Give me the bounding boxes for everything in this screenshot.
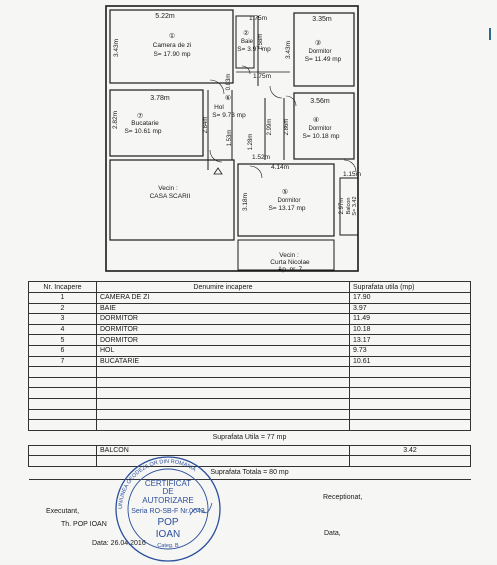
dim-hol-c: 1.53m	[227, 129, 233, 147]
dim-room-5-side: 3.18m	[242, 192, 249, 212]
room-3-name: Dormitor	[308, 49, 332, 55]
row-nr: 3	[29, 314, 97, 325]
row-nr: 7	[29, 356, 97, 367]
vecin2-value: Curta Nicolae	[270, 259, 310, 266]
receptionat-date: Data,	[324, 530, 341, 537]
room-5-area: S= 13.17 mp	[268, 205, 306, 212]
stamp-ring-text: UNIUNEA GEODEZILOR DIN ROMANIA	[117, 458, 197, 510]
executant-date: Data: 26.04.2016	[92, 540, 146, 547]
row-name: DORMITOR	[97, 335, 350, 346]
table-row	[29, 314, 471, 325]
dim-room-3-side: 3.43m	[285, 40, 292, 60]
row-name: DORMITOR	[97, 324, 350, 335]
room-7-number: ⑦	[136, 113, 144, 120]
room-3-number: ③	[314, 40, 322, 47]
balcon-row-name: BALCON	[97, 445, 350, 456]
dim-room-7-side2: 2.84m	[203, 116, 209, 134]
stamp-line6: IOAN	[155, 529, 181, 540]
room-7-name: Bucatarie	[131, 120, 159, 127]
stamp-line3: AUTORIZARE	[142, 496, 194, 505]
vecin2-label: Vecin :	[279, 252, 299, 259]
row-area: 9.73	[350, 345, 471, 356]
header-suprafata: Suprafata utila (mp)	[350, 282, 471, 293]
receptionat-label: Receptionat,	[323, 494, 363, 501]
total-utila-row	[29, 430, 471, 445]
stamp-line1: CERTIFICAT	[144, 479, 192, 488]
room-6-area: S= 9.73 mp	[212, 112, 246, 119]
room-3-area: S= 11.49 mp	[304, 56, 342, 63]
table-header-row	[29, 282, 471, 293]
dim-room-4-top: 3.56m	[310, 98, 330, 105]
room-1-number: ①	[168, 33, 176, 40]
row-nr: 6	[29, 345, 97, 356]
dim-room-2-top: 1.75m	[248, 15, 268, 22]
room-2-number: ②	[243, 30, 249, 37]
empty-row	[29, 398, 471, 409]
vecin1-value: CASA SCARII	[149, 193, 191, 200]
vecin2-extra: Ap. nr. 7	[277, 266, 303, 273]
row-name: BAIE	[97, 303, 350, 314]
table-row	[29, 345, 471, 356]
room-4-area: S= 10.18 mp	[302, 133, 340, 140]
table-row	[29, 324, 471, 335]
stamp-line4: Seria RO-SB-F Nr.0043	[131, 508, 205, 515]
room-2-area: S= 3.97 mp	[237, 46, 271, 53]
room-5-number: ⑤	[281, 189, 289, 196]
row-name: BUCATARIE	[97, 356, 350, 367]
table-row	[29, 303, 471, 314]
room-6-name: Hol	[214, 104, 224, 111]
row-name: CAMERA DE ZI	[97, 293, 350, 304]
room-1-area: S= 17.90 mp	[153, 51, 191, 58]
row-nr: 5	[29, 335, 97, 346]
balcon-row-area: 3.42	[350, 445, 471, 456]
room-5-name: Dormitor	[277, 198, 301, 204]
dim-room-2-side: 1.58m	[258, 33, 264, 51]
dim-hol-b: 0.83m	[226, 73, 232, 91]
balcon-area: S= 3.42	[352, 196, 358, 216]
empty-row	[29, 377, 471, 388]
row-name: HOL	[97, 345, 350, 356]
row-nr: 1	[29, 293, 97, 304]
floor-plan	[0, 0, 497, 280]
empty-row	[29, 456, 471, 467]
total: Suprafata Totala = 80 mp	[29, 466, 471, 479]
dim-room-7-side: 2.82m	[112, 110, 119, 130]
row-nr: 4	[29, 324, 97, 335]
row-area: 3.97	[350, 303, 471, 314]
table-row	[29, 293, 471, 304]
total-row	[29, 466, 471, 479]
room-2-name: Baie	[240, 39, 254, 45]
dim-balcon-side: 2.97m	[339, 197, 345, 215]
row-nr: 2	[29, 303, 97, 314]
row-area: 10.61	[350, 356, 471, 367]
room-7-area: S= 10.61 mp	[124, 128, 162, 135]
executant-label: Executant,	[46, 508, 80, 515]
dim-room-4-side2: 2.99m	[267, 118, 273, 136]
table-row	[29, 356, 471, 367]
room-4-number: ④	[312, 117, 320, 124]
dim-room-5-top: 4.14m	[270, 164, 290, 171]
balcon-name: Balcon	[346, 197, 352, 215]
table-row	[29, 335, 471, 346]
dim-balcon-top: 1.15m	[342, 171, 362, 178]
dim-hol-e: 1.52m	[251, 154, 271, 161]
row-area: 11.49	[350, 314, 471, 325]
room-4-name: Dormitor	[308, 126, 332, 132]
dim-room-1-top: 5.22m	[155, 13, 175, 20]
row-area: 10.18	[350, 324, 471, 335]
stamp-line2: DE	[162, 487, 174, 496]
stamp-line5: POP	[157, 517, 179, 528]
empty-row	[29, 367, 471, 378]
certification-stamp	[112, 453, 224, 565]
stamp-line7: Categ. B	[157, 543, 179, 549]
empty-row	[29, 420, 471, 431]
dim-hol-d: 1.28m	[248, 133, 254, 151]
vecin1-label: Vecin :	[158, 185, 178, 192]
dim-room-7-top: 3.78m	[150, 95, 170, 102]
floor-plan-drawing	[0, 0, 497, 280]
header-nr: Nr. Incapere	[29, 282, 97, 293]
room-1-name: Camera de zi	[152, 42, 192, 49]
row-area: 17.90	[350, 293, 471, 304]
room-6-number: ⑥	[224, 95, 232, 102]
dim-room-3-top: 3.35m	[312, 16, 332, 23]
dim-hol-a: 1.75m	[252, 73, 272, 80]
dim-room-1-side: 3.43m	[113, 38, 120, 58]
executant-name: Th. POP IOAN	[61, 521, 107, 528]
empty-row	[29, 388, 471, 399]
empty-row	[29, 409, 471, 420]
header-denumire: Denumire incapere	[97, 282, 350, 293]
total-utila: Suprafata Utila = 77 mp	[29, 430, 471, 445]
balcon-row	[29, 445, 471, 456]
row-name: DORMITOR	[97, 314, 350, 325]
row-area: 13.17	[350, 335, 471, 346]
rooms-table	[28, 281, 470, 480]
dim-room-4-side: 2.86m	[284, 118, 290, 136]
